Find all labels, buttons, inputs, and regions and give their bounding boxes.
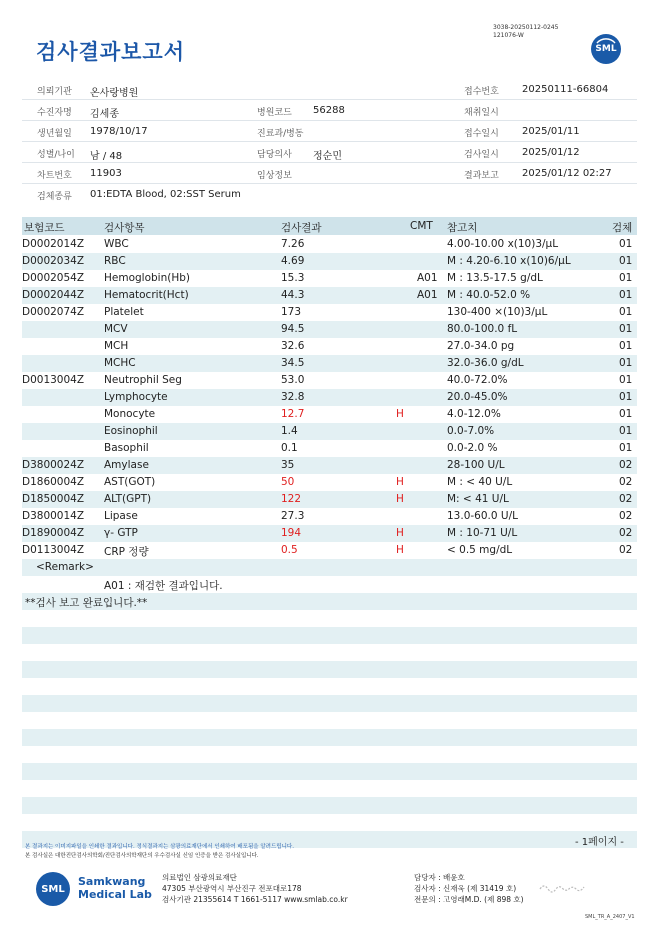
info-row-2 (22, 100, 637, 121)
cell-item: Eosinophil (104, 425, 158, 437)
cell-spec: 01 (619, 391, 633, 403)
empty-stripe (22, 627, 637, 644)
cell-code: D0002074Z (22, 306, 85, 318)
cell-ref: 20.0-45.0% (447, 391, 508, 403)
document-id-line1: 3038-20250112-0245 (493, 24, 559, 31)
cell-ref: 40.0-72.0% (447, 374, 508, 386)
cell-spec: 02 (619, 493, 633, 505)
cell-result: 194 (281, 527, 302, 539)
receipt-no-value: 20250111-66804 (522, 84, 609, 95)
info-row-6 (22, 184, 637, 205)
table-row (22, 423, 637, 440)
cell-ref: 32.0-36.0 g/dL (447, 357, 524, 369)
clinical-label: 임상정보 (257, 171, 292, 181)
cell-item: ALT(GPT) (104, 493, 152, 505)
cell-ref: < 0.5 mg/dL (447, 544, 513, 556)
cell-item: RBC (104, 255, 126, 267)
cell-spec: 02 (619, 510, 633, 522)
cell-spec: 02 (619, 527, 633, 539)
brand-line-2: Medical Lab (78, 888, 152, 901)
specimen-label: 검체종류 (37, 192, 72, 202)
cell-spec: 01 (619, 306, 633, 318)
logo-ring-icon (591, 34, 621, 64)
table-row (22, 406, 637, 423)
receipt-no-label: 접수번호 (464, 87, 499, 97)
birth-value: 1978/10/17 (90, 126, 148, 137)
complete-row (22, 593, 637, 610)
cell-ref: 4.00-10.00 x(10)3/μL (447, 238, 559, 250)
cell-result: 1.4 (281, 425, 298, 437)
cell-spec: 01 (619, 323, 633, 335)
birth-label: 생년월일 (37, 129, 72, 139)
empty-stripe (22, 729, 637, 746)
cell-spec: 01 (619, 442, 633, 454)
remark-text: A01 : 재검한 결과입니다. (104, 580, 223, 592)
doctor-label: 담당의사 (257, 150, 292, 160)
logo-text: SML (595, 44, 617, 54)
remark-row (22, 559, 637, 576)
header-code: 보험코드 (24, 222, 65, 234)
cell-spec: 01 (619, 357, 633, 369)
hospital-value: 온사랑병원 (90, 88, 139, 99)
cell-code: D0002014Z (22, 238, 85, 250)
table-row (22, 525, 637, 542)
specimen-value: 01:EDTA Blood, 02:SST Serum (90, 189, 241, 200)
table-row (22, 389, 637, 406)
report-date-value: 2025/01/12 02:27 (522, 168, 612, 179)
cell-ref: M: < 41 U/L (447, 493, 509, 505)
cell-ref: M : 13.5-17.5 g/dL (447, 272, 543, 284)
cell-item: MCH (104, 340, 129, 352)
info-row-5 (22, 163, 637, 184)
cell-result: 32.6 (281, 340, 305, 352)
cell-result: 27.3 (281, 510, 305, 522)
cell-spec: 01 (619, 374, 633, 386)
test-date-label: 검사일시 (464, 150, 499, 160)
brand-line-1: Samkwang (78, 875, 146, 888)
cell-result: 12.7 (281, 408, 305, 420)
cell-code: D3800014Z (22, 510, 85, 522)
document-id (493, 24, 558, 40)
page-number: - 1페이지 - (575, 837, 624, 848)
table-row (22, 440, 637, 457)
cell-ref: 27.0-34.0 pg (447, 340, 515, 352)
table-row (22, 542, 637, 559)
chart-no-value: 11903 (90, 168, 122, 179)
report-title: 검사결과보고서 (36, 40, 186, 64)
cell-ref: 0.0-2.0 % (447, 442, 498, 454)
cell-result: 173 (281, 306, 302, 318)
cell-item: MCHC (104, 357, 136, 369)
cell-result: 35 (281, 459, 295, 471)
cell-spec: 01 (619, 289, 633, 301)
org-contact: 검사기관 21355614 T 1661-5117 www.smlab.co.kr (162, 895, 348, 904)
table-row (22, 321, 637, 338)
cell-spec: 01 (619, 408, 633, 420)
cell-flag: H (396, 527, 404, 539)
cell-code: D1890004Z (22, 527, 85, 539)
table-row (22, 253, 637, 270)
header-cmt: CMT (410, 220, 433, 232)
footer-logo-text: SML (41, 883, 65, 895)
cell-ref: 0.0-7.0% (447, 425, 495, 437)
cell-result: 32.8 (281, 391, 305, 403)
cell-spec: 01 (619, 272, 633, 284)
cell-item: WBC (104, 238, 129, 250)
complete-text: **검사 보고 완료입니다.** (25, 597, 148, 609)
cell-cmt: A01 (417, 272, 438, 284)
cell-item: Lipase (104, 510, 138, 522)
cell-item: Amylase (104, 459, 149, 471)
cell-result: 34.5 (281, 357, 305, 369)
cell-code: D1860004Z (22, 476, 85, 488)
org-name: 의료법인 삼광의료재단 (162, 873, 237, 882)
info-row-4 (22, 142, 637, 163)
cell-code: D0002044Z (22, 289, 85, 301)
cell-result: 44.3 (281, 289, 305, 301)
cell-ref: 13.0-60.0 U/L (447, 510, 518, 522)
empty-stripe (22, 797, 637, 814)
header-reference: 참고치 (447, 222, 478, 234)
patient-label: 수진자명 (37, 108, 72, 118)
empty-stripe (22, 661, 637, 678)
patient-value: 김세종 (90, 109, 119, 120)
cell-spec: 01 (619, 340, 633, 352)
table-row (22, 338, 637, 355)
cell-result: 0.1 (281, 442, 298, 454)
cell-item: γ- GTP (104, 527, 138, 539)
receipt-date-label: 접수일시 (464, 129, 499, 139)
hospital-code-label: 병원코드 (257, 108, 292, 118)
cell-item: Basophil (104, 442, 149, 454)
cell-code: D0002034Z (22, 255, 85, 267)
table-row (22, 270, 637, 287)
dept-label: 진료과/병동 (257, 129, 304, 139)
cell-spec: 01 (619, 238, 633, 250)
cell-spec: 02 (619, 544, 633, 556)
cell-result: 50 (281, 476, 295, 488)
empty-stripe (22, 695, 637, 712)
cell-spec: 01 (619, 255, 633, 267)
empty-stripe (22, 763, 637, 780)
header-specimen: 검체 (612, 222, 633, 234)
header-item: 검사항목 (104, 222, 145, 234)
cell-spec: 01 (619, 425, 633, 437)
cell-ref: M : < 40 U/L (447, 476, 513, 488)
sex-age-value: 남 / 48 (90, 151, 123, 162)
cell-flag: H (396, 493, 404, 505)
cell-cmt: A01 (417, 289, 438, 301)
cell-ref: 130-400 ×(10)3/μL (447, 306, 548, 318)
cell-code: D3800024Z (22, 459, 85, 471)
sex-age-label: 성별/나이 (37, 150, 75, 160)
cell-item: AST(GOT) (104, 476, 156, 488)
hospital-code-value: 56288 (313, 105, 345, 116)
cell-ref: M : 10-71 U/L (447, 527, 518, 539)
cell-result: 122 (281, 493, 302, 505)
table-row (22, 508, 637, 525)
cell-flag: H (396, 476, 404, 488)
table-row (22, 355, 637, 372)
staff-tester: 검사자 : 신재욱 (제 31419 호) (414, 884, 517, 893)
footer-sml-logo (36, 872, 70, 906)
cell-ref: 28-100 U/L (447, 459, 505, 471)
cell-result: 15.3 (281, 272, 305, 284)
collect-date-label: 채취일시 (464, 108, 499, 118)
cell-item: Platelet (104, 306, 144, 318)
table-row (22, 457, 637, 474)
footnote-certification: 본 검사실은 대한진단검사의학회/진단검사의학재단의 우수검사실 신임 인증을 받은 검사실입니다. (25, 853, 259, 859)
table-row (22, 491, 637, 508)
sml-logo (591, 34, 621, 64)
cell-item: MCV (104, 323, 128, 335)
cell-spec: 02 (619, 476, 633, 488)
hospital-label: 의뢰기관 (37, 87, 72, 97)
staff-specialist: 전문의 : 고영래M.D. (제 898 호) (414, 895, 524, 904)
document-id-line2: 121076-W (493, 32, 524, 39)
cell-item: Hemoglobin(Hb) (104, 272, 191, 284)
cell-ref: 4.0-12.0% (447, 408, 501, 420)
cell-spec: 02 (619, 459, 633, 471)
footnote-image-notice: 본 결과지는 이미지파일을 인쇄한 결과입니다. 정식결과지는 삼광의료재단에서 인쇄하여 배포됨을 알려드립니다. (25, 844, 294, 850)
info-row-3 (22, 121, 637, 142)
cell-item: Monocyte (104, 408, 156, 420)
cell-result: 7.26 (281, 238, 305, 250)
cell-result: 94.5 (281, 323, 305, 335)
staff-info (414, 872, 524, 905)
cell-item: Neutrophil Seg (104, 374, 182, 386)
chart-no-label: 차트번호 (37, 171, 72, 181)
doctor-value: 정순민 (313, 151, 342, 162)
org-address: 47305 부산광역시 부산진구 전포대로178 (162, 884, 302, 893)
table-row (22, 372, 637, 389)
table-row (22, 236, 637, 253)
report-date-label: 결과보고 (464, 171, 499, 181)
cell-result: 4.69 (281, 255, 305, 267)
remark-detail-row (22, 576, 637, 593)
brand-name (78, 875, 152, 901)
table-row (22, 474, 637, 491)
cell-code: D0113004Z (22, 544, 85, 556)
cell-item: Lymphocyte (104, 391, 168, 403)
remark-label: <Remark> (36, 561, 94, 573)
cell-ref: 80.0-100.0 fL (447, 323, 518, 335)
staff-manager: 담당자 : 배윤호 (414, 873, 465, 882)
cell-ref: M : 40.0-52.0 % (447, 289, 531, 301)
cell-code: D1850004Z (22, 493, 85, 505)
cell-flag: H (396, 544, 404, 556)
organization-info (162, 872, 348, 905)
header-result: 검사결과 (281, 222, 322, 234)
results-table-header (22, 217, 637, 235)
signature-icon (538, 880, 588, 894)
cell-result: 0.5 (281, 544, 298, 556)
test-date-value: 2025/01/12 (522, 147, 580, 158)
receipt-date-value: 2025/01/11 (522, 126, 580, 137)
cell-code: D0013004Z (22, 374, 85, 386)
info-row-1 (22, 79, 637, 100)
cell-result: 53.0 (281, 374, 305, 386)
cell-item: CRP 정량 (104, 546, 149, 558)
table-row (22, 304, 637, 321)
cell-ref: M : 4.20-6.10 x(10)6/μL (447, 255, 571, 267)
cell-flag: H (396, 408, 404, 420)
cell-code: D0002054Z (22, 272, 85, 284)
form-version: SML_TR_A_2407_V1 (585, 914, 635, 920)
table-row (22, 287, 637, 304)
cell-item: Hematocrit(Hct) (104, 289, 189, 301)
